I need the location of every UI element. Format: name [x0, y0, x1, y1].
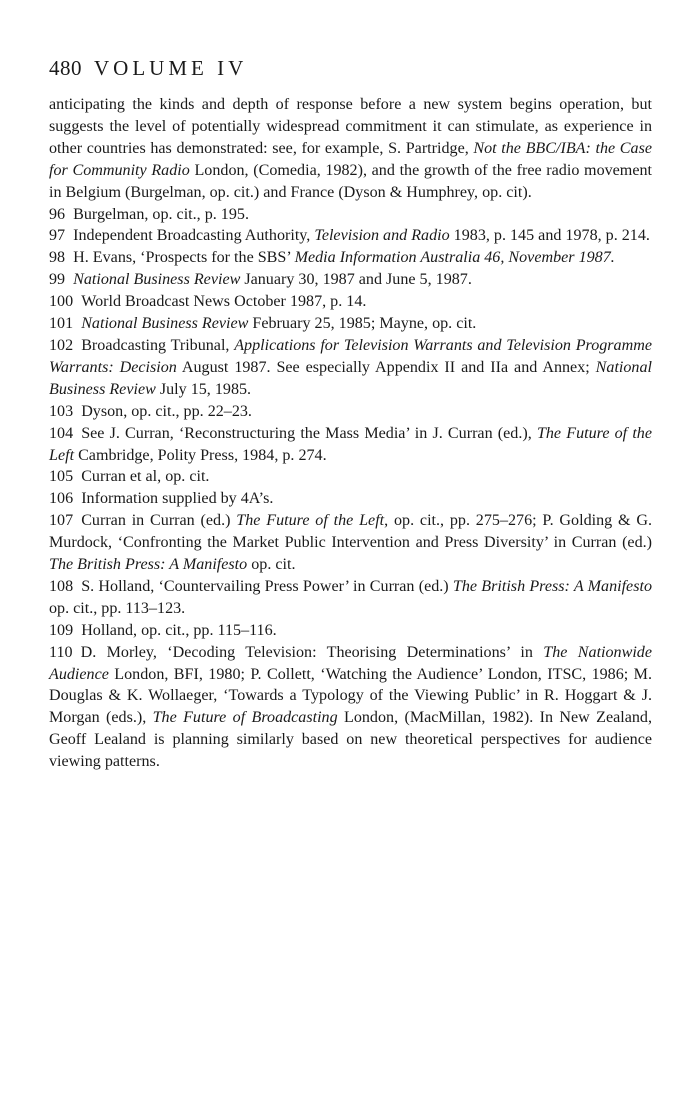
- endnote-text: Curran in Curran (ed.): [81, 512, 237, 530]
- endnote-title: The Future of the Left: [236, 512, 385, 530]
- endnote-title: National Business Review: [73, 271, 241, 289]
- endnote-title: National Business Review: [81, 315, 249, 333]
- endnote-text: London, (MacMillan, 1982). In New Zealand, Geoff Lealand is planning similarly based on new theoretical perspectives for audience viewing patterns.: [49, 709, 652, 771]
- endnote-text: D. Morley, ‘Decoding Television: Theorising Determinations’ in: [80, 643, 544, 661]
- endnote-text: anticipating the kinds and depth of response before a new system begins operation, but suggests the level of potentially widespread commitment it can stimulate, as experience in other countries has demonstrated: see, for example, S. Partridge,: [49, 96, 652, 157]
- volume-label: VOLUME IV: [94, 56, 248, 80]
- endnote-number: 109: [49, 621, 74, 639]
- endnote-title: The Future of Broadcasting: [152, 709, 338, 727]
- endnote-98: [49, 247, 652, 269]
- endnote-title: The British Press: A Manifesto: [49, 556, 248, 574]
- endnote-text: World Broadcast News October 1987, p. 14.: [81, 293, 367, 311]
- endnote-number: 98: [49, 249, 66, 267]
- endnote-number: 108: [49, 577, 74, 595]
- page-number: 480: [49, 56, 82, 80]
- endnote-title: National Business Review: [49, 358, 652, 398]
- endnote-106: [49, 488, 652, 510]
- endnote-text: July 15, 1985.: [155, 380, 252, 398]
- endnote-number: 104: [49, 424, 74, 442]
- endnote-title: The Future of the Left: [49, 424, 652, 464]
- endnote-title: Television and Radio: [314, 227, 450, 245]
- endnote-title: Applications for Television Warrants and Television Programme Warrants: Decision: [49, 336, 652, 376]
- endnote-text: January 30, 1987 and June 5, 1987.: [240, 271, 472, 289]
- endnote-number: 99: [49, 271, 66, 289]
- endnote-text: Information supplied by 4A’s.: [81, 490, 274, 508]
- endnote-title: The British Press: A Manifesto: [452, 577, 652, 595]
- endnote-100: [49, 291, 652, 313]
- endnote-text: Broadcasting Tribunal,: [81, 336, 235, 354]
- endnote-text: Dyson, op. cit., pp. 22–23.: [81, 402, 252, 420]
- endnote-109: [49, 620, 652, 642]
- endnote-104: [49, 423, 652, 467]
- endnote-number: 107: [49, 512, 74, 530]
- endnote-text: S. Holland, ‘Countervailing Press Power’ in Curran (ed.): [81, 577, 453, 595]
- endnote-text: op. cit.: [247, 556, 296, 574]
- endnote-99: [49, 269, 652, 291]
- endnote-108: [49, 576, 652, 620]
- endnote-text: Holland, op. cit., pp. 115–116.: [81, 621, 277, 639]
- endnote-number: 96: [49, 205, 66, 223]
- endnote-title: Media Information Australia 46, November 1987.: [294, 249, 615, 267]
- endnote-107: [49, 510, 652, 576]
- endnote-title: Not the BBC/IBA: the Case for Community Radio: [49, 139, 652, 179]
- endnote-text: London, BFI, 1980; P. Collett, ‘Watching the Audience’ London, ITSC, 1986; M. Douglas & K. Wollaeger, ‘Towards a Typology of the Viewing Public’ in R. Hoggart & J. Morgan (eds.),: [49, 665, 652, 727]
- endnote-text: Independent Broadcasting Authority,: [73, 227, 315, 245]
- endnote-continuation: [49, 94, 652, 204]
- endnote-text: , op. cit., pp. 275–276; P. Golding & G. Murdock, ‘Confronting the Market Public Intervention and Press Diversity’ in Curran (ed.): [49, 512, 652, 552]
- endnote-number: 97: [49, 227, 66, 245]
- endnote-title: The Nationwide Audience: [49, 643, 652, 683]
- endnote-number: 105: [49, 468, 74, 486]
- running-header: [49, 56, 247, 81]
- endnote-102: [49, 335, 652, 401]
- endnote-110: [49, 642, 652, 773]
- endnote-text: August 1987. See especially Appendix II and IIa and Annex;: [176, 358, 596, 376]
- endnote-text: H. Evans, ‘Prospects for the SBS’: [73, 249, 295, 267]
- endnote-96: [49, 204, 652, 226]
- endnote-number: 101: [49, 315, 74, 333]
- endnote-text: London, (Comedia, 1982), and the growth of the free radio movement in Belgium (Burgelman, op. cit.) and France (Dyson & Humphrey, op. cit).: [49, 161, 652, 201]
- endnote-105: [49, 466, 652, 488]
- endnote-number: 100: [49, 293, 74, 311]
- endnote-text: February 25, 1985; Mayne, op. cit.: [248, 315, 477, 333]
- endnote-103: [49, 401, 652, 423]
- endnote-101: [49, 313, 652, 335]
- endnote-text: Burgelman, op. cit., p. 195.: [73, 205, 249, 223]
- endnote-number: 110: [49, 643, 73, 661]
- endnote-number: 103: [49, 402, 74, 420]
- endnotes-body: [49, 94, 652, 773]
- endnote-text: Cambridge, Polity Press, 1984, p. 274.: [74, 446, 327, 464]
- endnote-number: 102: [49, 336, 74, 354]
- endnote-text: See J. Curran, ‘Reconstructuring the Mass Media’ in J. Curran (ed.),: [81, 424, 537, 442]
- endnote-97: [49, 225, 652, 247]
- endnote-number: 106: [49, 490, 74, 508]
- endnote-text: 1983, p. 145 and 1978, p. 214.: [449, 227, 650, 245]
- endnote-text: Curran et al, op. cit.: [81, 468, 210, 486]
- endnote-text: op. cit., pp. 113–123.: [49, 599, 186, 617]
